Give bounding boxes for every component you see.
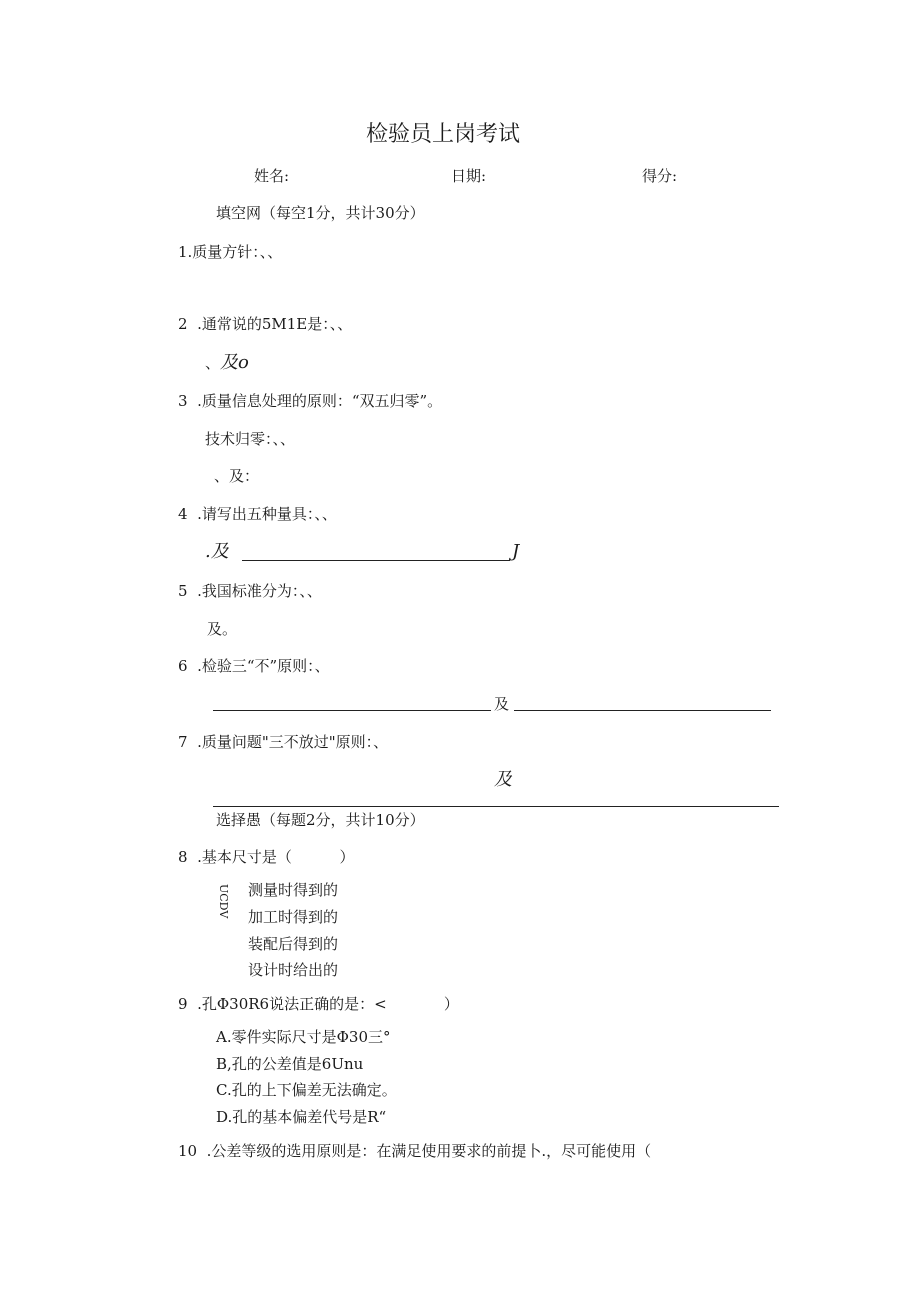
question-9-option-d: D.孔的基本偏差代号是R“ — [216, 1108, 387, 1126]
question-4-line2: .及 — [205, 541, 229, 562]
question-9-option-c: C.孔的上下偏差无法确定。 — [216, 1081, 397, 1099]
question-2-line2 — [205, 354, 249, 372]
question-2-sep: 、 — [205, 354, 221, 372]
answer-blank-line — [514, 710, 771, 711]
score-label: 得分: — [642, 167, 678, 185]
question-5: 5 .我国标准分为：、、 — [178, 582, 322, 600]
question-8-option-b: 加工时得到的 — [248, 908, 339, 926]
name-label: 姓名: — [254, 167, 290, 185]
date-label: 日期: — [451, 167, 487, 185]
answer-blank-line — [213, 806, 779, 807]
question-8-option-a: 测量时得到的 — [248, 881, 339, 899]
question-2-em: 及o — [220, 352, 249, 373]
answer-blank-line — [213, 710, 491, 711]
question-8: 8 .基本尺寸是（ ） — [178, 848, 355, 866]
question-2: 2 .通常说的5M1E是：、、 — [178, 315, 353, 333]
question-5-line2: 及。 — [207, 620, 238, 638]
question-8-option-letters: UCDV — [217, 884, 230, 919]
question-1: 1.质量方针：、、 — [178, 243, 283, 261]
question-4: 4 .请写出五种量具：、、 — [178, 505, 337, 523]
question-9-option-a: A.零件实际尺寸是Φ30三° — [216, 1028, 391, 1046]
question-3-line2: 技术归零：、、 — [205, 430, 296, 448]
question-9-option-b: B,孔的公差值是6Unu — [216, 1055, 364, 1073]
question-3-line3: 、及： — [214, 467, 260, 485]
question-7-line2: 及 — [494, 769, 512, 790]
question-6: 6 .检验三“不”原则：、 — [178, 657, 330, 675]
page-title: 检验员上岗考试 — [366, 122, 521, 147]
question-4-end-mark: J — [512, 541, 520, 562]
question-8-option-c: 装配后得到的 — [248, 935, 339, 953]
section2-heading: 选择愚（每题2分，共计10分） — [216, 811, 425, 829]
answer-blank-line — [242, 560, 510, 561]
question-10: 10 .公差等级的选用原则是：在满足使用要求的前提卜.，尽可能使用（ — [178, 1142, 652, 1160]
question-7: 7 .质量问题"三不放过"原则：、 — [178, 733, 389, 751]
question-8-option-d: 设计时给出的 — [248, 961, 339, 979]
question-9: 9 .孔Φ30R6说法正确的是：< ） — [178, 995, 459, 1013]
question-3: 3 .质量信息处理的原则：“双五归零”。 — [178, 392, 443, 410]
section1-heading: 填空网（每空1分，共计30分） — [216, 204, 425, 222]
question-6-line2: 及 — [494, 695, 510, 713]
